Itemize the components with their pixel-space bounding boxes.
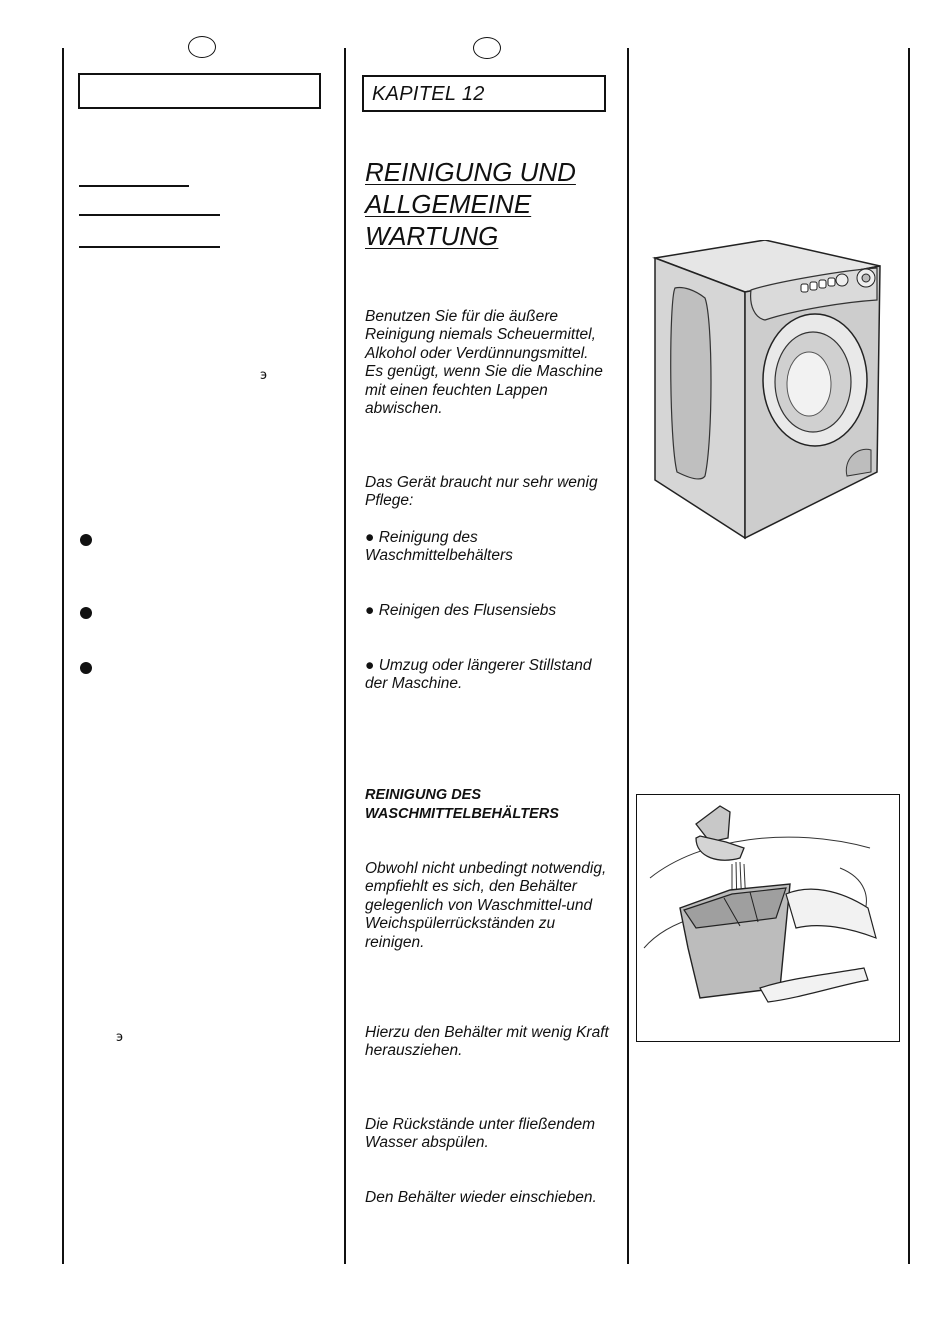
bullet-item-3 <box>365 657 610 694</box>
tap-rinsing-drawer-illustration <box>640 798 896 1038</box>
language-badge-center <box>473 37 501 59</box>
section-paragraph-2: Hierzu den Behälter mit wenig Kraft herausziehen. <box>365 1024 609 1060</box>
section-heading-line-2: WASCHMITTELBEHÄLTERS <box>365 805 559 822</box>
left-bullet-dot-3 <box>80 662 92 674</box>
section-paragraph-4: Den Behälter wieder einschieben. <box>365 1189 597 1206</box>
bullet-icon: ● <box>365 657 375 674</box>
column-divider-right <box>627 48 629 1264</box>
section-heading <box>365 786 610 823</box>
bullet-item-text: Umzug oder längerer Stillstand der Maschine. <box>365 657 592 693</box>
column-divider-edge <box>908 48 910 1264</box>
left-stray-glyph-2: э <box>116 1030 124 1045</box>
page-title-line-1: REINIGUNG UND <box>365 157 576 187</box>
washing-machine-illustration <box>645 240 885 540</box>
section-paragraph-3: Die Rückstände unter fließendem Wasser abspülen. <box>365 1116 596 1152</box>
column-divider-mid <box>344 48 346 1264</box>
bullet-item-text: Reinigung des Waschmittelbehälters <box>365 529 513 565</box>
left-chapter-box <box>78 73 321 109</box>
left-title-underline-2 <box>79 214 220 216</box>
language-badge-left <box>188 36 216 58</box>
section-heading-line-1: REINIGUNG DES <box>365 787 482 803</box>
left-title-underline-1 <box>79 185 189 187</box>
page-title-line-2: ALLGEMEINE <box>365 189 532 219</box>
chapter-heading: KAPITEL 12 <box>362 75 606 112</box>
bullet-item-text: Reinigen des Flusensiebs <box>378 602 557 619</box>
bullet-item-2 <box>365 602 610 620</box>
bullet-item-1 <box>365 529 610 566</box>
left-title-underline-3 <box>79 246 220 248</box>
left-bullet-dot-1 <box>80 534 92 546</box>
left-stray-glyph-1: э <box>260 368 268 383</box>
bullet-icon: ● <box>365 529 375 546</box>
page-title-line-3: WARTUNG <box>365 221 499 251</box>
care-note: Das Gerät braucht nur sehr wenig Pflege: <box>365 474 598 510</box>
section-paragraph-1: Obwohl nicht unbedingt notwendig, empfiehlt es sich, den Behälter gelegenlich von Waschmittel-und Weichspülerrückständen zu reinigen. <box>365 860 607 951</box>
column-divider-left <box>62 48 64 1264</box>
bullet-icon: ● <box>365 602 375 619</box>
left-bullet-dot-2 <box>80 607 92 619</box>
page-title <box>365 156 625 252</box>
intro-paragraph: Benutzen Sie für die äußere Reinigung niemals Scheuermittel, Alkohol oder Verdünnungsmittel. Es genügt, wenn Sie die Maschine mit einen feuchten Lappen abwischen. <box>365 308 603 418</box>
